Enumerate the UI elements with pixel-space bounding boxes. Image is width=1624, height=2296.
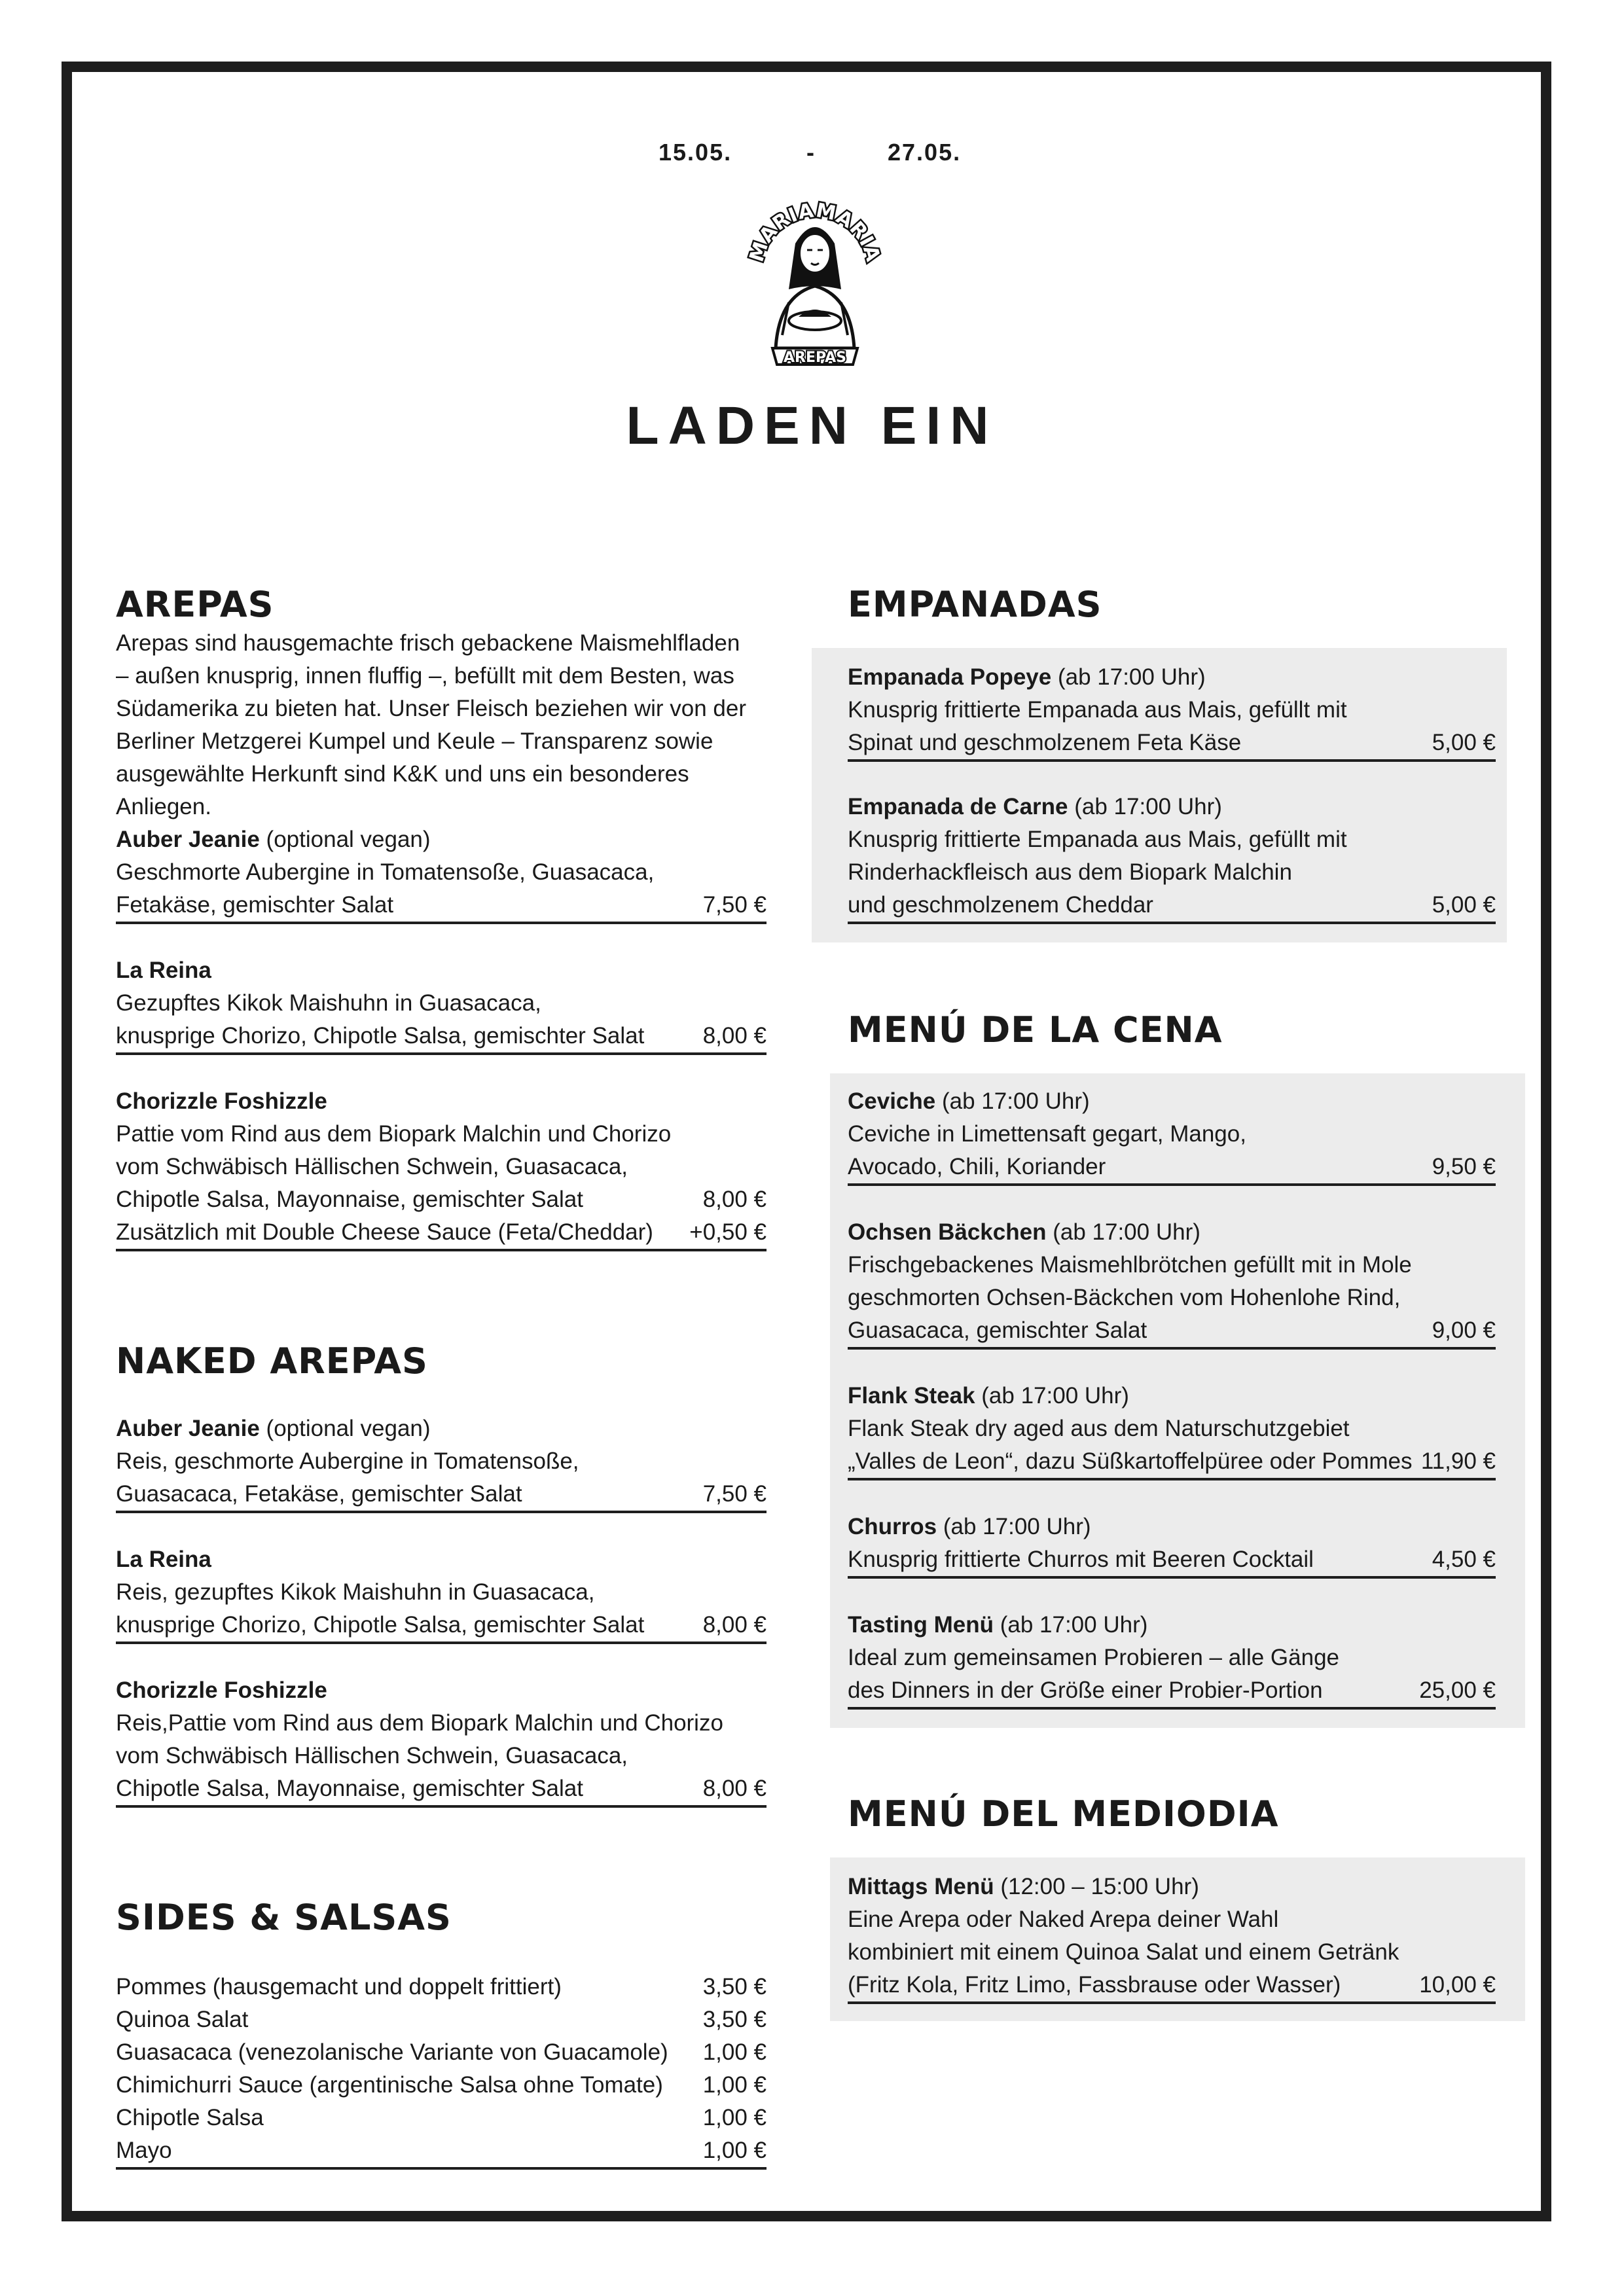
sides-title: SIDES & SALSAS [116, 1897, 452, 1938]
item-price: 7,50 € [702, 1481, 767, 1507]
menu-item [848, 1511, 1496, 1579]
item-price: 5,00 € [1432, 730, 1496, 755]
item-desc: Guasacaca, gemischter Salat [848, 1318, 1147, 1343]
side-name: Quinoa Salat [116, 2007, 249, 2032]
intro-line: – außen knusprig, innen fluffig –, befüllt mit dem Besten, was [116, 663, 734, 689]
menu-item [848, 791, 1496, 924]
item-desc: „Valles de Leon“, dazu Süßkartoffelpüree oder Pommes [848, 1448, 1413, 1474]
item-price: 8,00 € [702, 1612, 767, 1638]
sides-list [116, 1971, 767, 2170]
item-desc: Flank Steak dry aged aus dem Naturschutzgebiet [848, 1416, 1350, 1441]
item-price: 4,50 € [1432, 1547, 1496, 1572]
item-note: (ab 17:00 Uhr) [1074, 794, 1222, 819]
side-item [116, 2069, 767, 2102]
intro-line: Arepas sind hausgemachte frisch gebackene Maismehlfladen [116, 630, 740, 656]
date-from: 15.05. [659, 139, 732, 166]
shop-title: LADEN EIN [626, 396, 998, 456]
menu-item [848, 1085, 1496, 1186]
item-name: Empanada Popeye [848, 664, 1052, 690]
item-price: 9,00 € [1432, 1318, 1496, 1343]
item-desc: knusprige Chorizo, Chipotle Salsa, gemischter Salat [116, 1612, 645, 1638]
side-price: 1,00 € [702, 2138, 767, 2163]
item-name: Ochsen Bäckchen [848, 1219, 1047, 1245]
side-price: 1,00 € [702, 2105, 767, 2130]
item-name: Flank Steak [848, 1383, 975, 1408]
item-desc: Guasacaca, Fetakäse, gemischter Salat [116, 1481, 522, 1507]
item-price: 9,50 € [1432, 1154, 1496, 1179]
item-desc: Ideal zum gemeinsamen Probieren – alle Gänge [848, 1645, 1339, 1670]
menu-item [116, 1412, 767, 1513]
item-desc: Knusprig frittierte Churros mit Beeren Cocktail [848, 1547, 1314, 1572]
item-extra-price: +0,50 € [689, 1219, 767, 1245]
side-name: Guasacaca (venezolanische Variante von Guacamole) [116, 2039, 668, 2065]
item-desc: (Fritz Kola, Fritz Limo, Fassbrause oder Wasser) [848, 1972, 1341, 1998]
item-note: (optional vegan) [266, 827, 431, 852]
side-name: Mayo [116, 2138, 172, 2163]
item-desc: knusprige Chorizo, Chipotle Salsa, gemischter Salat [116, 1023, 645, 1049]
item-desc: Knusprig frittierte Empanada aus Mais, gefüllt mit [848, 827, 1347, 852]
item-desc: Spinat und geschmolzenem Feta Käse [848, 730, 1242, 755]
side-name: Chipotle Salsa [116, 2105, 264, 2130]
menu-item [116, 954, 767, 1055]
item-name: Auber Jeanie [116, 1416, 260, 1441]
item-note: (ab 17:00 Uhr) [943, 1514, 1091, 1539]
item-price: 25,00 € [1419, 1677, 1496, 1703]
side-price: 3,50 € [702, 2007, 767, 2032]
intro-line: ausgewählte Herkunft sind K&K und uns ein besonderes Anliegen. [116, 761, 689, 819]
item-note: (optional vegan) [266, 1416, 431, 1441]
item-note: (ab 17:00 Uhr) [981, 1383, 1129, 1408]
side-price: 1,00 € [702, 2039, 767, 2065]
item-name: Auber Jeanie [116, 827, 260, 852]
item-desc: Chipotle Salsa, Mayonnaise, gemischter Salat [116, 1776, 583, 1801]
menu-item [848, 661, 1496, 762]
item-desc: Eine Arepa oder Naked Arepa deiner Wahl [848, 1907, 1279, 1932]
side-item [116, 2134, 767, 2167]
maria-maria-logo [743, 171, 887, 387]
item-note: (ab 17:00 Uhr) [1000, 1612, 1148, 1638]
menu-item [848, 1609, 1496, 1710]
item-desc: und geschmolzenem Cheddar [848, 892, 1153, 918]
item-name: Chorizzle Foshizzle [116, 1088, 327, 1114]
side-item [116, 1971, 767, 2003]
item-extra: Zusätzlich mit Double Cheese Sauce (Feta/Cheddar) [116, 1219, 653, 1245]
item-note: (ab 17:00 Uhr) [1053, 1219, 1200, 1245]
item-name: Tasting Menü [848, 1612, 994, 1638]
naked-arepas-title: NAKED AREPAS [116, 1340, 428, 1382]
item-name: La Reina [116, 1547, 211, 1572]
logo-text-bottom: AREPAS [784, 350, 846, 366]
side-price: 1,00 € [702, 2072, 767, 2098]
item-desc: Fetakäse, gemischter Salat [116, 892, 394, 918]
item-desc: vom Schwäbisch Hällischen Schwein, Guasacaca, [116, 1154, 628, 1179]
intro-line: Südamerika zu bieten hat. Unser Fleisch beziehen wir von der [116, 696, 746, 721]
item-price: 10,00 € [1419, 1972, 1496, 1998]
item-desc: Gezupftes Kikok Maishuhn in Guasacaca, [116, 990, 541, 1016]
item-name: Empanada de Carne [848, 794, 1068, 819]
item-price: 7,50 € [702, 892, 767, 918]
item-desc: Reis, geschmorte Aubergine in Tomatensoße, [116, 1448, 579, 1474]
menu-item [848, 1380, 1496, 1480]
side-item [116, 2102, 767, 2134]
item-name: La Reina [116, 958, 211, 983]
intro-line: Berliner Metzgerei Kumpel und Keule – Transparenz sowie [116, 728, 713, 754]
item-note: (ab 17:00 Uhr) [941, 1088, 1090, 1114]
item-desc: Frischgebackenes Maismehlbrötchen gefüllt mit in Mole [848, 1252, 1412, 1278]
menu-item [116, 1085, 767, 1251]
side-name: Chimichurri Sauce (argentinische Salsa ohne Tomate) [116, 2072, 663, 2098]
menu-item [116, 1543, 767, 1644]
item-note: (12:00 – 15:00 Uhr) [1000, 1874, 1199, 1899]
item-desc: des Dinners in der Größe einer Probier-Portion [848, 1677, 1323, 1703]
item-desc: geschmorten Ochsen-Bäckchen vom Hohenlohe Rind, [848, 1285, 1401, 1310]
menu-item [848, 1871, 1496, 2004]
arepas-intro [116, 627, 767, 823]
item-price: 11,90 € [1420, 1448, 1496, 1474]
side-price: 3,50 € [702, 1974, 767, 2000]
item-name: Chorizzle Foshizzle [116, 1677, 327, 1703]
item-note: (ab 17:00 Uhr) [1057, 664, 1206, 690]
item-name: Mittags Menü [848, 1874, 994, 1899]
item-desc: Geschmorte Aubergine in Tomatensoße, Guasacaca, [116, 859, 655, 885]
item-name: Churros [848, 1514, 937, 1539]
mediodia-title: MENÚ DEL MEDIODIA [848, 1793, 1279, 1835]
logo-text-top: MARIAMARIA [745, 199, 885, 265]
item-desc: Pattie vom Rind aus dem Biopark Malchin und Chorizo [116, 1121, 672, 1147]
item-desc: Avocado, Chili, Koriander [848, 1154, 1106, 1179]
item-desc: kombiniert mit einem Quinoa Salat und einem Getränk [848, 1939, 1399, 1965]
item-desc: Ceviche in Limettensaft gegart, Mango, [848, 1121, 1246, 1147]
item-desc: Reis,Pattie vom Rind aus dem Biopark Malchin und Chorizo [116, 1710, 723, 1736]
item-price: 8,00 € [702, 1023, 767, 1049]
item-price: 5,00 € [1432, 892, 1496, 918]
item-desc: vom Schwäbisch Hällischen Schwein, Guasacaca, [116, 1743, 628, 1768]
cena-title: MENÚ DE LA CENA [848, 1009, 1223, 1050]
item-desc: Rinderhackfleisch aus dem Biopark Malchin [848, 859, 1292, 885]
side-item [116, 2003, 767, 2036]
date-to: 27.05. [888, 139, 962, 166]
item-desc: Reis, gezupftes Kikok Maishuhn in Guasacaca, [116, 1579, 595, 1605]
menu-item [116, 823, 767, 924]
side-name: Pommes (hausgemacht und doppelt frittiert) [116, 1974, 562, 2000]
item-desc: Knusprig frittierte Empanada aus Mais, gefüllt mit [848, 697, 1347, 723]
menu-item [116, 1674, 767, 1808]
item-price: 8,00 € [702, 1776, 767, 1801]
side-item [116, 2036, 767, 2069]
menu-item [848, 1216, 1496, 1350]
arepas-title: AREPAS [116, 584, 274, 625]
empanadas-title: EMPANADAS [848, 584, 1102, 625]
item-desc: Chipotle Salsa, Mayonnaise, gemischter Salat [116, 1187, 583, 1212]
item-name: Ceviche [848, 1088, 936, 1114]
item-price: 8,00 € [702, 1187, 767, 1212]
date-separator: - [806, 139, 816, 166]
